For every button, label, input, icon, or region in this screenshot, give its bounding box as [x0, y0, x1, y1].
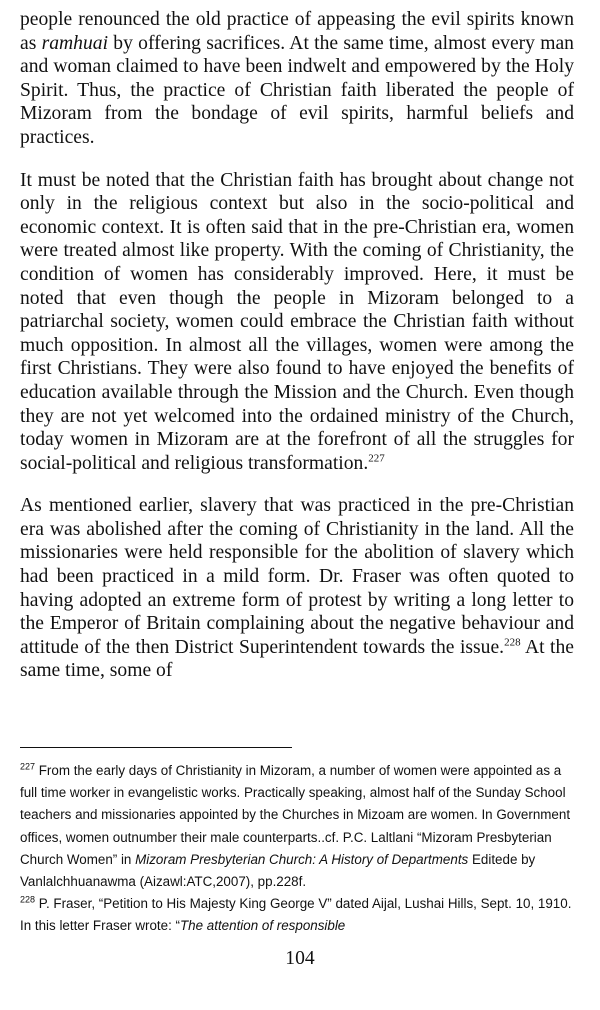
paragraph-3-text-cont: At the same time, some of — [20, 636, 574, 682]
footnote-divider — [20, 747, 292, 748]
term-ramhuai: ramhuai — [41, 32, 109, 54]
footnotes — [20, 760, 576, 938]
paragraph-1-text: people renounced the old practice of appeasing the evil spirits known as — [20, 9, 574, 54]
footnote-227-text: From the early days of Christianity in Mizoram, a number of women were appointed as a full time worker in evangelistic works. Practically speaking, almost half of the Sunday School teachers and missionaries appointed by the Churches in Mizoam are women. In Government offices, women outnumber their male counterparts..cf. P.C. Laltlani “Mizoram Presbyterian Church Women” in — [20, 763, 571, 867]
body-text — [20, 8, 574, 683]
footnote-number: 227 — [20, 761, 36, 772]
page-number: 104 — [285, 948, 315, 969]
paragraph-3-text: As mentioned earlier, slavery that was practiced in the pre-Christian era was abolished after the coming of Christianity in the land. All the missionaries were held responsible for the abolition of slavery which had been practiced in a mild form. Dr. Fraser was often quoted to having adopted an extreme form of protest by writing a long letter to the Emperor of Britain complaining about the negative behaviour and attitude of the then District Superintendent towards the issue. — [20, 495, 574, 658]
footnote-228-quote: The attention of responsible — [180, 918, 346, 934]
footnote-227 — [20, 760, 576, 893]
footnote-227-text-cont: Editede by Vanlalchhuanawma (Aizawl:ATC,2007), pp.228f. — [20, 851, 536, 890]
paragraph-1-text-cont: by offering sacrifices. At the same time, almost every man and woman claimed to have been indwelt and empowered by the Holy Spirit. Thus, the practice of Christian faith liberated the people of Mizoram from the bondage of evil spirits, harmful beliefs and practices. — [20, 32, 574, 148]
paragraph-3 — [20, 494, 574, 683]
footnote-number: 228 — [20, 894, 36, 905]
footnote-228 — [20, 893, 576, 937]
footnote-227-book-title: Mizoram Presbyterian Church: A History of Departments — [135, 851, 469, 867]
paragraph-1 — [20, 8, 574, 150]
paragraph-2 — [20, 169, 574, 476]
paragraph-2-text: It must be noted that the Christian faith has brought about change not only in the religious context but also in the socio-political and economic context. It is often said that in the pre-Christian era, women were treated almost like property. With the coming of Christianity, the condition of women has considerably improved. Here, it must be noted that even though the people in Mizoram belonged to a patriarchal society, women could embrace the Christian faith without much opposition. In almost all the villages, women were among the first Christians. They were also found to have enjoyed the benefits of education available through the Mission and the Church. Even though they are not yet welcomed into the ordained ministry of the Church, today women in Mizoram are at the forefront of all the struggles for social-political and religious transformation. — [20, 169, 574, 474]
footnote-ref-228[interactable]: 228 — [504, 636, 521, 649]
footnote-ref-227[interactable]: 227 — [368, 452, 385, 465]
footnote-228-text: P. Fraser, “Petition to His Majesty King George V” dated Aijal, Lushai Hills, Sept. 10, 1910. In this letter Fraser wrote: “ — [20, 896, 572, 934]
